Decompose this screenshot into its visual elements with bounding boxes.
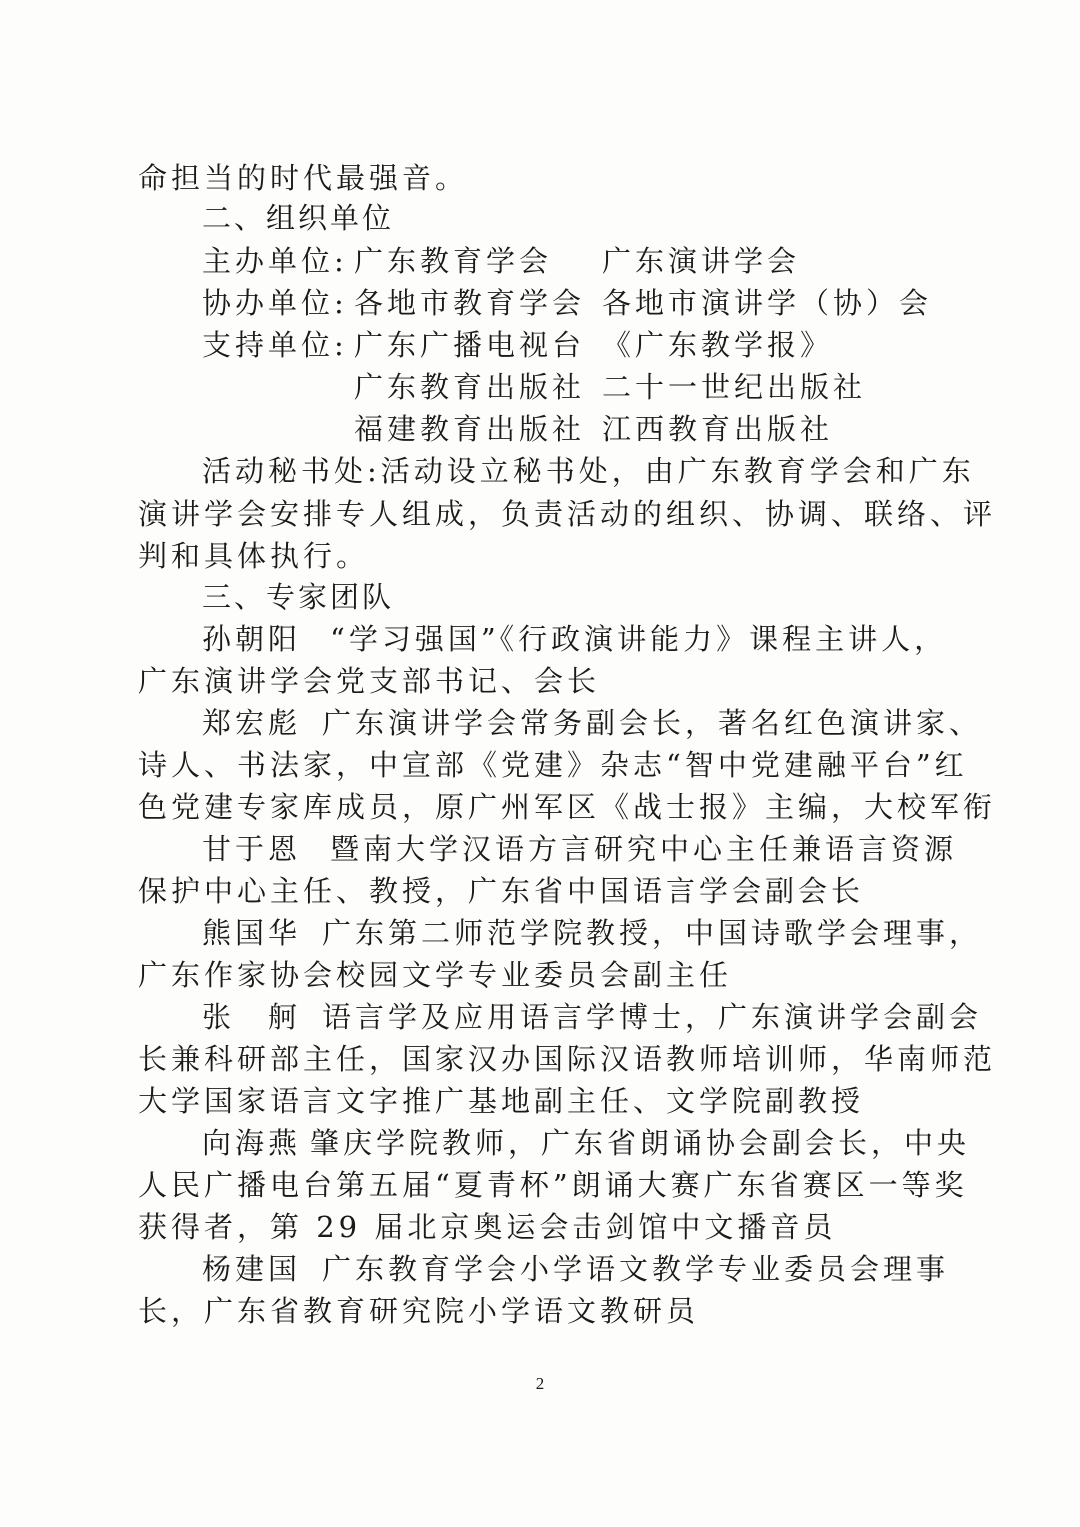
secretariat-line: 判和具体执行。 (138, 539, 370, 573)
support-label: 支持单位: (202, 328, 348, 362)
expert-desc: 广东演讲学会常务副会长，著名红色演讲家、 (322, 706, 983, 740)
section3-heading: 三、专家团队 (202, 580, 395, 614)
page-number: 2 (535, 1374, 545, 1393)
expert-line: 广东作家协会校园文学专业委员会副主任 (138, 958, 733, 992)
expert-line: 获得者，第 29 届北京奥运会击剑馆中文播音员 (138, 1210, 837, 1244)
expert-desc: 广东教育学会小学语文教学专业委员会理事 (322, 1252, 950, 1286)
expert-line: 长，广东省教育研究院小学语文教研员 (138, 1294, 700, 1328)
secretariat-line: 演讲学会安排专人组成，负责活动的组织、协调、联络、评 (138, 497, 997, 531)
support-org: 广东教育出版社 (354, 370, 586, 404)
expert-name: 郑宏彪 (202, 706, 302, 740)
support-org: 福建教育出版社 (354, 412, 586, 446)
expert-line: 色党建专家库成员，原广州军区《战士报》主编，大校军衔 (138, 790, 997, 824)
expert-desc: 肇庆学院教师，广东省朗诵协会副会长，中央 (310, 1126, 971, 1160)
expert-name: 杨建国 (202, 1252, 302, 1286)
expert-name: 孙朝阳 (202, 622, 302, 656)
expert-desc: “学习强国”《行政演讲能力》课程主讲人， (330, 622, 948, 656)
host-org-2: 广东演讲学会 (602, 244, 801, 278)
cohost-org-1: 各地市教育学会 (354, 286, 586, 320)
section2-heading: 二、组织单位 (202, 201, 395, 235)
expert-desc: 广东第二师范学院教授，中国诗歌学会理事， (322, 916, 983, 950)
expert-line: 保护中心主任、教授，广东省中国语言学会副会长 (138, 874, 865, 908)
support-org: 二十一世纪出版社 (602, 370, 867, 404)
expert-line: 广东演讲学会党支部书记、会长 (138, 664, 601, 698)
host-org-1: 广东教育学会 (354, 244, 553, 278)
expert-name: 熊国华 (202, 916, 302, 950)
expert-name: 张 舸 (202, 1000, 302, 1034)
expert-name: 向海燕 (202, 1126, 302, 1160)
expert-line: 大学国家语言文字推广基地副主任、文学院副教授 (138, 1084, 865, 1118)
expert-name: 甘于恩 (202, 832, 302, 866)
secretariat-line: 活动秘书处:活动设立秘书处，由广东教育学会和广东 (202, 454, 975, 488)
intro-tail-line: 命担当的时代最强音。 (138, 161, 469, 195)
host-label: 主办单位: (202, 244, 348, 278)
expert-line: 人民广播电台第五届“夏青杯”朗诵大赛广东省赛区一等奖 (138, 1168, 968, 1202)
support-org: 《广东教学报》 (602, 328, 834, 362)
cohost-org-2: 各地市演讲学（协）会 (602, 286, 933, 320)
expert-desc: 语言学及应用语言学博士，广东演讲学会副会 (322, 1000, 983, 1034)
support-org: 江西教育出版社 (602, 412, 834, 446)
expert-desc: 暨南大学汉语方言研究中心主任兼语言资源 (330, 832, 958, 866)
support-org: 广东广播电视台 (354, 328, 586, 362)
cohost-label: 协办单位: (202, 286, 348, 320)
expert-line: 诗人、书法家，中宣部《党建》杂志“智中党建融平台”红 (138, 748, 968, 782)
expert-line: 长兼科研部主任，国家汉办国际汉语教师培训师，华南师范 (138, 1042, 997, 1076)
